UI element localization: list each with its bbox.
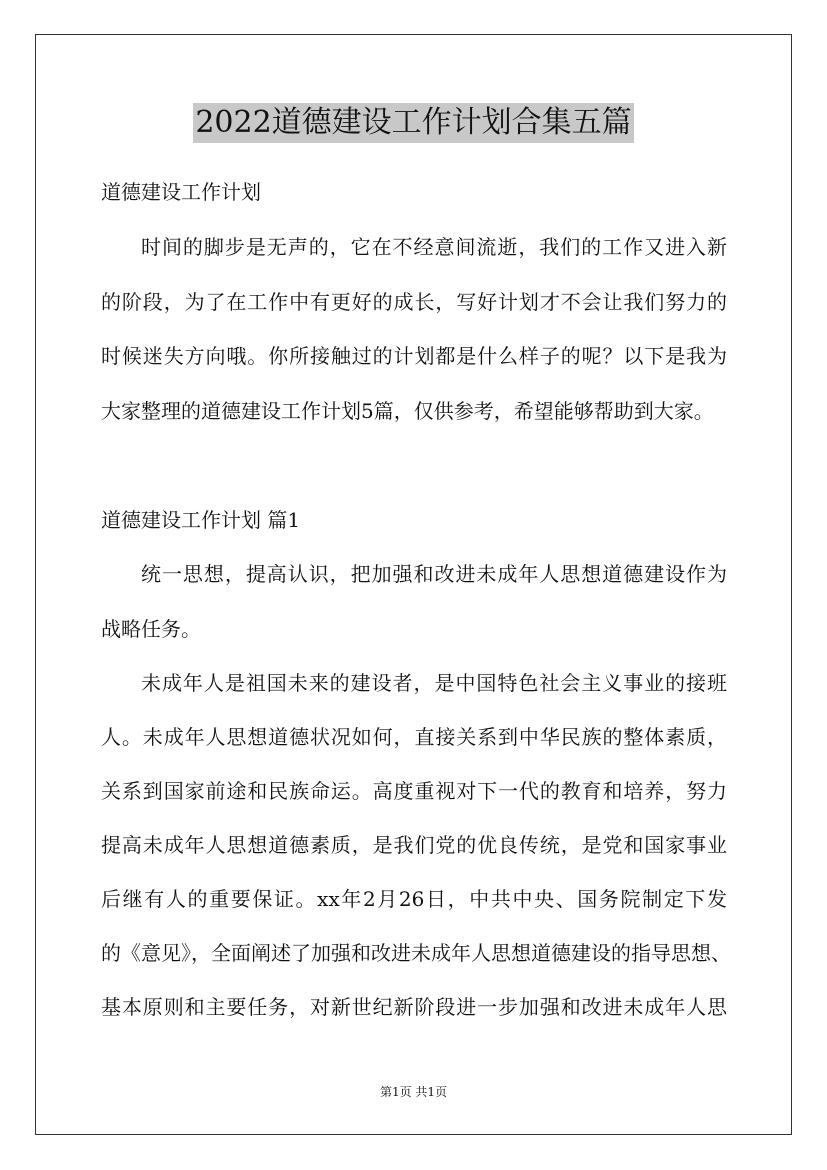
paragraph-line: 提高未成年人思想道德素质，是我们党的优良传统，是党和国家事业 — [101, 833, 727, 857]
paragraph-line: 的《意见》，全面阐述了加强和改进未成年人思想道德建设的指导思想、 — [101, 941, 731, 965]
paragraph-line: 人。未成年人思想道德状况如何，直接关系到中华民族的整体素质， — [101, 725, 727, 749]
document-title-text: 2022道德建设工作计划合集五篇 — [193, 103, 633, 143]
intro-paragraph-line: 时间的脚步是无声的，它在不经意间流逝，我们的工作又进入新 — [141, 235, 727, 259]
intro-heading: 道德建设工作计划 — [101, 180, 261, 204]
paragraph-line: 战略任务。 — [101, 617, 201, 641]
page-footer: 第1页 共1页 — [379, 1085, 448, 1099]
paragraph-line: 后继有人的重要保证。xx年2月26日，中共中央、国务院制定下发 — [101, 887, 727, 911]
intro-paragraph-line: 时候迷失方向哦。你所接触过的计划都是什么样子的呢？以下是我为 — [101, 344, 727, 368]
paragraph-line: 基本原则和主要任务，对新世纪新阶段进一步加强和改进未成年人思 — [101, 995, 727, 1019]
document-title — [0, 103, 827, 143]
intro-paragraph-line: 大家整理的道德建设工作计划5篇，仅供参考，希望能够帮助到大家。 — [101, 399, 714, 423]
paragraph-line: 未成年人是祖国未来的建设者，是中国特色社会主义事业的接班 — [141, 671, 727, 695]
section-heading: 道德建设工作计划 篇1 — [101, 508, 301, 532]
paragraph-line: 统一思想，提高认识，把加强和改进未成年人思想道德建设作为 — [141, 562, 727, 586]
paragraph-line: 关系到国家前途和民族命运。高度重视对下一代的教育和培养，努力 — [101, 779, 727, 803]
intro-paragraph-line: 的阶段，为了在工作中有更好的成长，写好计划才不会让我们努力的 — [101, 290, 727, 314]
